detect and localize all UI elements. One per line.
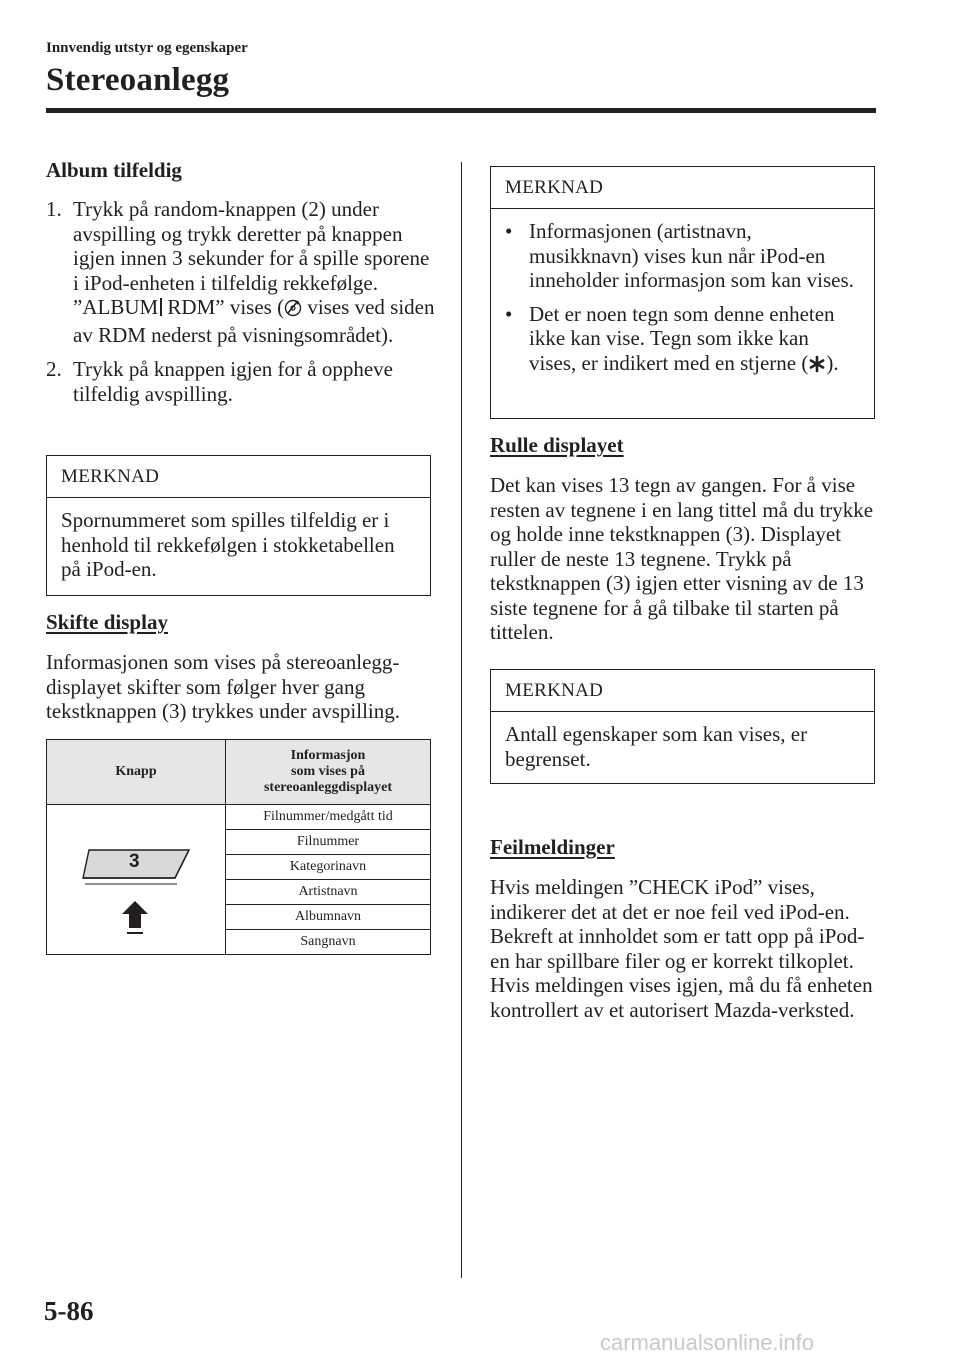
display-info-table [46,739,431,955]
button-number-label: 3 [129,851,140,872]
note-box [490,166,875,419]
errors-heading: Feilmeldinger [490,835,615,859]
asterisk-icon [808,354,826,379]
table-header-info: Informasjon som vises på stereoanleggdisplayet [226,740,431,805]
column-divider [461,162,462,1278]
bullet-item [505,219,860,293]
note-label: MERKNAD [491,167,874,209]
album-random-heading: Album tilfeldig [46,158,182,182]
step-text: Trykk på random-knappen (2) under avspilling og trykk deretter på knappen igjen innen 3 sekunder for å spille sporene i iPod-enheten i tilfeldig rekkefølge. ”ALBUM RDM” vises ( vises ved siden av RDM nederst på visningsområdet). [73,197,435,347]
bullet-dot: • [505,219,513,243]
step-number: 1. [46,197,62,221]
table-cell: Artistnavn [226,880,431,905]
table-cell: Filnummer/medgått tid [226,805,431,830]
section-label: Innvendig utstyr og egenskaper [46,40,248,56]
table-cell: Albumnavn [226,905,431,930]
table-header-row [47,740,431,805]
text-button-illustration [47,806,225,954]
step-text: Trykk på knappen igjen for å oppheve tilfeldig avspilling. [73,357,393,406]
scroll-display-heading: Rulle displayet [490,433,624,457]
bullet-dot: • [505,301,513,326]
change-display-heading: Skifte display [46,610,168,634]
random-play-icon [284,298,302,323]
scroll-display-text: Det kan vises 13 tegn av gangen. For å vise resten av tegnene i en lang tittel må du trykke og holde inne tekstknappen (3). Displayet ruller de neste 13 tegnene. Trykk på tekstknappen (3) igjen etter visning av de 13 siste tegnene for å gå tilbake til starten på tittelen. [490,473,874,644]
page-number: 5-86 [44,1296,94,1326]
table-header-button: Knapp [47,740,226,805]
bullet-text: Informasjonen (artistnavn, musikknavn) vises kun når iPod-en inneholder informasjon som kan vises. [529,219,854,292]
header-rule [46,108,876,113]
table-cell: Filnummer [226,830,431,855]
step-number: 2. [46,357,62,381]
note-text: Spornummeret som spilles tilfeldig er i henhold til rekkefølgen i stokketabellen på iPod-en. [61,508,395,581]
album-random-steps [46,197,436,406]
note-label: MERKNAD [491,670,874,712]
watermark: carmanualsonline.info [600,1330,815,1355]
note-text: Antall egenskaper som kan vises, er begrenset. [505,722,808,771]
note-box [46,455,431,596]
bullet-text: Det er noen tegn som denne enheten ikke kan vise. Tegn som ikke kan vises, er indikert med en stjerne ( ). [529,302,860,379]
note-label: MERKNAD [47,456,430,498]
page-title: Stereoanlegg [46,62,230,98]
table-cell: Sangnavn [226,930,431,955]
bullet-item [505,302,860,379]
table-row [47,805,431,830]
change-display-text: Informasjonen som vises på stereoanlegg-displayet skifter som følger hver gang tekstknappen (3) trykkes under avspilling. [46,650,401,723]
button-illustration-cell [47,805,226,955]
step-1 [46,197,436,347]
note-box [490,669,875,784]
note-bullets [491,209,874,397]
errors-text: Hvis meldingen ”CHECK iPod” vises, indikerer det at det er noe feil ved iPod-en. Bekreft at innholdet som er tatt opp på iPod-en har spillbare filer og er korrekt tilkoplet. Hvis meldingen vises igjen, må du få enheten kontrollert av et autorisert Mazda-verksted. [490,875,873,1022]
step-2 [46,357,436,406]
table-cell: Kategorinavn [226,855,431,880]
